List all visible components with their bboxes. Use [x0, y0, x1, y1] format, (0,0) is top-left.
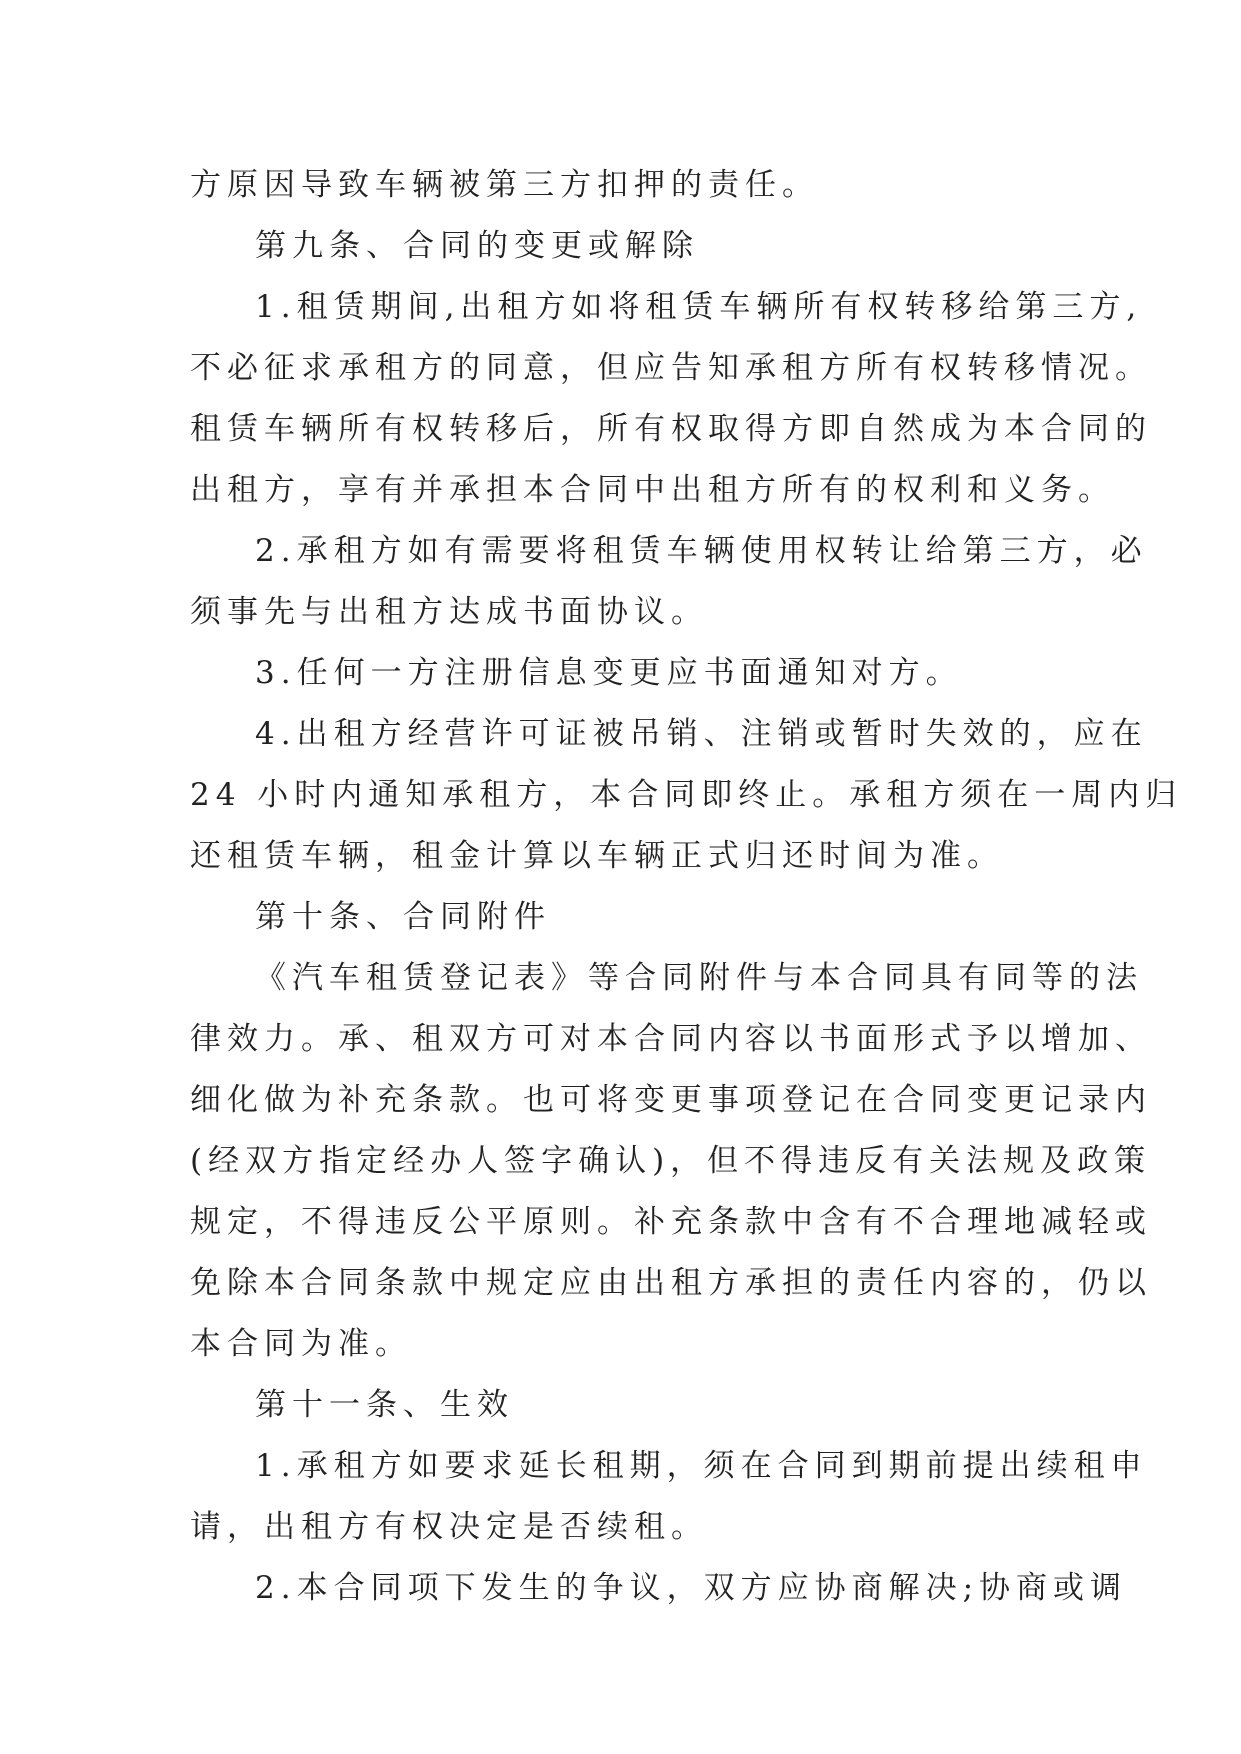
- section-heading: 第十条、合同附件: [255, 899, 551, 935]
- text-line: 3.任何一方注册信息变更应书面通知对方。: [255, 655, 963, 691]
- text-line: 4.出租方经营许可证被吊销、注销或暂时失效的，应在: [255, 716, 1148, 752]
- text-line: 免除本合同条款中规定应由出租方承担的责任内容的，仍以: [190, 1265, 1152, 1301]
- text-line: 方原因导致车辆被第三方扣押的责任。: [190, 167, 819, 203]
- text-line: 《汽车租赁登记表》等合同附件与本合同具有同等的法: [255, 960, 1143, 996]
- section-heading: 第十一条、生效: [255, 1387, 514, 1423]
- text-line: 2.承租方如有需要将租赁车辆使用权转让给第三方，必: [255, 533, 1148, 569]
- text-line: (经双方指定经办人签字确认)，但不得违反有关法规及政策: [190, 1143, 1152, 1179]
- text-line: 不必征求承租方的同意，但应告知承租方所有权转移情况。: [190, 350, 1152, 386]
- text-line: 2.本合同项下发生的争议，双方应协商解决;协商或调: [255, 1570, 1128, 1606]
- text-line: 律效力。承、租双方可对本合同内容以书面形式予以增加、: [190, 1021, 1152, 1057]
- text-line: 出租方，享有并承担本合同中出租方所有的权利和义务。: [190, 472, 1115, 508]
- text-line: 租赁车辆所有权转移后，所有权取得方即自然成为本合同的: [190, 411, 1152, 447]
- text-line: 规定，不得违反公平原则。补充条款中含有不合理地减轻或: [190, 1204, 1152, 1240]
- text-line: 细化做为补充条款。也可将变更事项登记在合同变更记录内: [190, 1082, 1152, 1118]
- text-line: 24 小时内通知承租方，本合同即终止。承租方须在一周内归: [190, 777, 1183, 813]
- text-line: 1.承租方如要求延长租期，须在合同到期前提出续租申: [255, 1448, 1148, 1484]
- section-heading: 第九条、合同的变更或解除: [255, 228, 699, 264]
- text-line: 还租赁车辆，租金计算以车辆正式归还时间为准。: [190, 838, 1004, 874]
- text-line: 1.租赁期间,出租方如将租赁车辆所有权转移给第三方,: [255, 289, 1143, 325]
- text-line: 须事先与出租方达成书面协议。: [190, 594, 708, 630]
- text-line: 请，出租方有权决定是否续租。: [190, 1509, 708, 1545]
- text-line: 本合同为准。: [190, 1326, 412, 1362]
